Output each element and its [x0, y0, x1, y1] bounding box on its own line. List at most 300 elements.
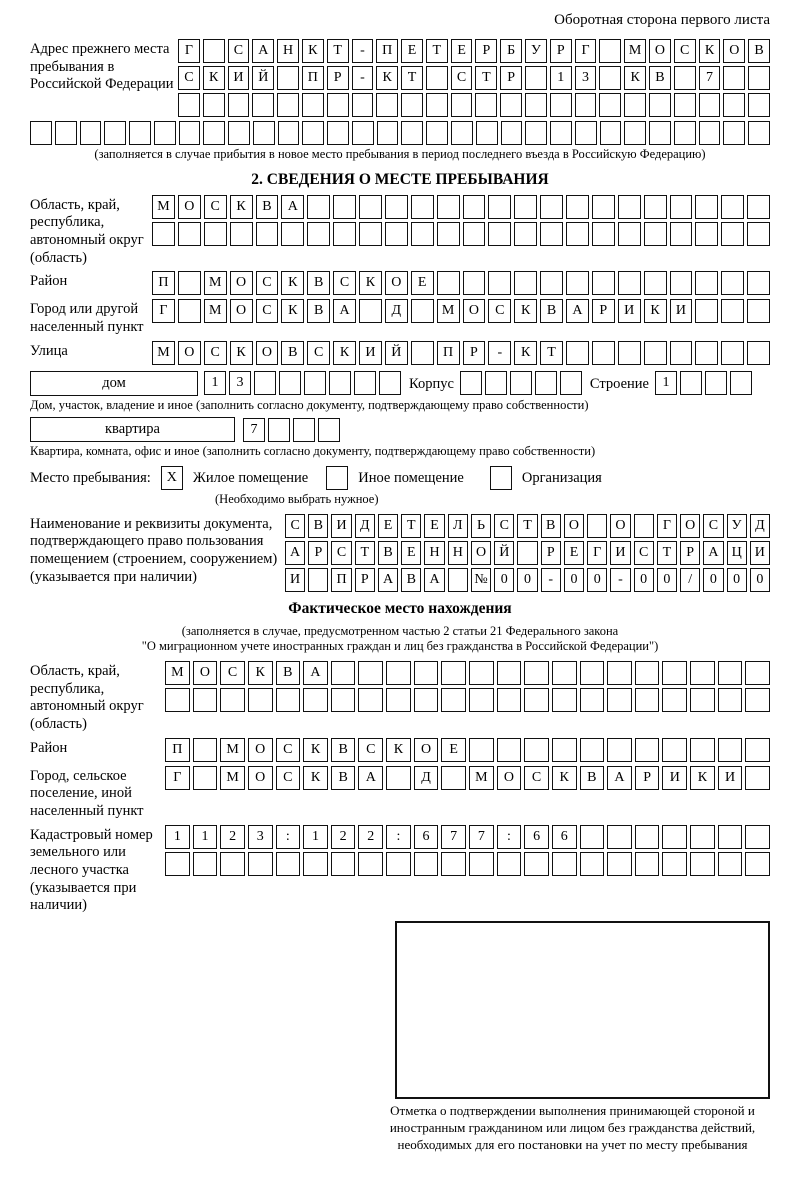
char-box[interactable] — [401, 93, 423, 117]
char-box[interactable] — [203, 121, 225, 145]
char-box[interactable] — [437, 195, 460, 219]
char-box[interactable] — [718, 825, 743, 849]
char-box[interactable] — [377, 121, 399, 145]
char-box[interactable] — [331, 688, 356, 712]
char-box[interactable] — [745, 738, 770, 762]
char-box[interactable]: 1 — [193, 825, 218, 849]
checkbox-organizaciya[interactable] — [490, 466, 512, 490]
char-box[interactable]: Н — [448, 541, 468, 565]
char-box[interactable] — [644, 222, 667, 246]
char-box[interactable] — [411, 195, 434, 219]
char-box[interactable]: А — [607, 766, 632, 790]
char-box[interactable] — [718, 661, 743, 685]
char-box[interactable] — [308, 568, 328, 592]
char-box[interactable]: / — [680, 568, 700, 592]
char-box[interactable]: П — [165, 738, 190, 762]
char-box[interactable]: К — [386, 738, 411, 762]
char-box[interactable] — [721, 222, 744, 246]
char-box[interactable] — [55, 121, 77, 145]
char-box[interactable] — [451, 121, 473, 145]
char-box[interactable] — [524, 688, 549, 712]
checkbox-inoe[interactable] — [326, 466, 348, 490]
char-box[interactable]: К — [281, 271, 304, 295]
char-box[interactable] — [451, 93, 473, 117]
char-box[interactable] — [304, 371, 326, 395]
char-box[interactable]: В — [580, 766, 605, 790]
char-box[interactable] — [723, 93, 745, 117]
char-box[interactable]: О — [178, 341, 201, 365]
char-box[interactable] — [411, 299, 434, 323]
char-box[interactable] — [662, 661, 687, 685]
char-box[interactable]: С — [285, 514, 305, 538]
char-box[interactable] — [674, 66, 696, 90]
char-box[interactable]: Р — [475, 39, 497, 63]
char-box[interactable] — [747, 271, 770, 295]
char-box[interactable]: С — [307, 341, 330, 365]
char-box[interactable]: Р — [308, 541, 328, 565]
char-box[interactable] — [748, 93, 770, 117]
char-box[interactable] — [268, 418, 290, 442]
char-box[interactable] — [252, 93, 274, 117]
char-box[interactable] — [152, 222, 175, 246]
char-box[interactable]: В — [331, 738, 356, 762]
char-box[interactable] — [514, 271, 537, 295]
char-box[interactable]: В — [281, 341, 304, 365]
char-box[interactable] — [497, 688, 522, 712]
char-box[interactable]: К — [624, 66, 646, 90]
char-box[interactable] — [699, 121, 721, 145]
char-box[interactable]: С — [276, 738, 301, 762]
char-box[interactable] — [745, 661, 770, 685]
char-box[interactable]: К — [514, 341, 537, 365]
char-box[interactable]: Е — [411, 271, 434, 295]
char-box[interactable]: С — [331, 541, 351, 565]
char-box[interactable] — [649, 93, 671, 117]
char-box[interactable] — [165, 688, 190, 712]
char-box[interactable]: 1 — [655, 371, 677, 395]
char-box[interactable] — [386, 661, 411, 685]
char-box[interactable] — [566, 271, 589, 295]
char-box[interactable]: 0 — [564, 568, 584, 592]
char-box[interactable]: 3 — [575, 66, 597, 90]
char-box[interactable]: 1 — [550, 66, 572, 90]
char-box[interactable]: И — [750, 541, 770, 565]
char-box[interactable] — [193, 738, 218, 762]
char-box[interactable] — [718, 738, 743, 762]
char-box[interactable]: 1 — [165, 825, 190, 849]
char-box[interactable] — [303, 688, 328, 712]
char-box[interactable] — [475, 93, 497, 117]
char-box[interactable]: С — [276, 766, 301, 790]
char-box[interactable]: К — [699, 39, 721, 63]
char-box[interactable] — [662, 738, 687, 762]
char-box[interactable] — [302, 121, 324, 145]
char-box[interactable] — [220, 688, 245, 712]
char-box[interactable]: У — [727, 514, 747, 538]
char-box[interactable] — [469, 852, 494, 876]
char-box[interactable]: Г — [575, 39, 597, 63]
char-box[interactable] — [624, 93, 646, 117]
char-box[interactable]: Б — [500, 39, 522, 63]
char-box[interactable] — [276, 852, 301, 876]
char-box[interactable]: С — [204, 341, 227, 365]
char-box[interactable]: М — [220, 766, 245, 790]
char-box[interactable]: Р — [550, 39, 572, 63]
char-box[interactable]: В — [307, 271, 330, 295]
char-box[interactable]: У — [525, 39, 547, 63]
char-box[interactable] — [670, 222, 693, 246]
checkbox-zhiloe[interactable]: X — [161, 466, 183, 490]
char-box[interactable]: А — [285, 541, 305, 565]
char-box[interactable] — [500, 93, 522, 117]
char-box[interactable]: 0 — [517, 568, 537, 592]
char-box[interactable] — [385, 195, 408, 219]
char-box[interactable] — [476, 121, 498, 145]
char-box[interactable]: Д — [414, 766, 439, 790]
char-box[interactable] — [745, 766, 770, 790]
char-box[interactable]: Р — [541, 541, 561, 565]
char-box[interactable]: О — [497, 766, 522, 790]
char-box[interactable] — [228, 93, 250, 117]
char-box[interactable] — [30, 121, 52, 145]
char-box[interactable]: С — [358, 738, 383, 762]
char-box[interactable] — [575, 93, 597, 117]
char-box[interactable] — [80, 121, 102, 145]
char-box[interactable]: М — [437, 299, 460, 323]
char-box[interactable] — [718, 852, 743, 876]
char-box[interactable]: О — [248, 766, 273, 790]
char-box[interactable] — [154, 121, 176, 145]
char-box[interactable]: И — [670, 299, 693, 323]
char-box[interactable] — [644, 195, 667, 219]
char-box[interactable]: Г — [178, 39, 200, 63]
char-box[interactable]: 0 — [657, 568, 677, 592]
char-box[interactable]: К — [248, 661, 273, 685]
char-box[interactable] — [580, 825, 605, 849]
char-box[interactable]: Т — [475, 66, 497, 90]
char-box[interactable] — [401, 121, 423, 145]
char-box[interactable] — [485, 371, 507, 395]
char-box[interactable] — [469, 661, 494, 685]
char-box[interactable]: И — [718, 766, 743, 790]
char-box[interactable]: М — [469, 766, 494, 790]
char-box[interactable] — [385, 222, 408, 246]
char-box[interactable]: 1 — [204, 371, 226, 395]
char-box[interactable]: А — [333, 299, 356, 323]
char-box[interactable] — [193, 766, 218, 790]
char-box[interactable] — [354, 371, 376, 395]
char-box[interactable] — [441, 766, 466, 790]
char-box[interactable]: О — [414, 738, 439, 762]
char-box[interactable]: - — [488, 341, 511, 365]
char-box[interactable] — [525, 66, 547, 90]
char-box[interactable] — [358, 661, 383, 685]
char-box[interactable] — [230, 222, 253, 246]
char-box[interactable] — [566, 341, 589, 365]
char-box[interactable]: 6 — [552, 825, 577, 849]
char-box[interactable] — [333, 222, 356, 246]
char-box[interactable]: 7 — [469, 825, 494, 849]
char-box[interactable]: А — [424, 568, 444, 592]
char-box[interactable] — [540, 222, 563, 246]
char-box[interactable]: И — [331, 514, 351, 538]
char-box[interactable]: М — [624, 39, 646, 63]
char-box[interactable] — [302, 93, 324, 117]
char-box[interactable]: С — [451, 66, 473, 90]
char-box[interactable]: Р — [463, 341, 486, 365]
char-box[interactable] — [644, 341, 667, 365]
char-box[interactable]: 7 — [243, 418, 265, 442]
char-box[interactable]: Е — [401, 39, 423, 63]
char-box[interactable] — [497, 661, 522, 685]
char-box[interactable]: И — [228, 66, 250, 90]
char-box[interactable]: Е — [441, 738, 466, 762]
char-box[interactable]: : — [276, 825, 301, 849]
char-box[interactable] — [414, 688, 439, 712]
char-box[interactable] — [386, 688, 411, 712]
char-box[interactable] — [618, 195, 641, 219]
char-box[interactable]: Й — [252, 66, 274, 90]
char-box[interactable] — [469, 688, 494, 712]
char-box[interactable]: В — [331, 766, 356, 790]
char-box[interactable] — [448, 568, 468, 592]
char-box[interactable] — [104, 121, 126, 145]
char-box[interactable] — [331, 852, 356, 876]
char-box[interactable]: - — [352, 66, 374, 90]
char-box[interactable]: О — [680, 514, 700, 538]
char-box[interactable]: 2 — [358, 825, 383, 849]
char-box[interactable]: 7 — [699, 66, 721, 90]
char-box[interactable]: О — [248, 738, 273, 762]
char-box[interactable]: М — [152, 195, 175, 219]
char-box[interactable]: В — [276, 661, 301, 685]
char-box[interactable]: Й — [385, 341, 408, 365]
char-box[interactable] — [635, 688, 660, 712]
char-box[interactable]: А — [566, 299, 589, 323]
char-box[interactable]: А — [252, 39, 274, 63]
char-box[interactable]: : — [497, 825, 522, 849]
char-box[interactable] — [352, 93, 374, 117]
char-box[interactable]: Д — [355, 514, 375, 538]
char-box[interactable] — [359, 195, 382, 219]
char-box[interactable] — [488, 195, 511, 219]
char-box[interactable]: М — [152, 341, 175, 365]
char-box[interactable]: 0 — [494, 568, 514, 592]
char-box[interactable] — [220, 852, 245, 876]
char-box[interactable] — [723, 121, 745, 145]
char-box[interactable] — [497, 852, 522, 876]
char-box[interactable] — [193, 688, 218, 712]
char-box[interactable] — [695, 195, 718, 219]
char-box[interactable] — [441, 661, 466, 685]
char-box[interactable]: - — [541, 568, 561, 592]
char-box[interactable] — [592, 271, 615, 295]
char-box[interactable] — [718, 688, 743, 712]
house-type-box[interactable]: дом — [30, 371, 198, 396]
char-box[interactable] — [278, 121, 300, 145]
char-box[interactable]: Ь — [471, 514, 491, 538]
char-box[interactable] — [690, 852, 715, 876]
char-box[interactable]: К — [303, 766, 328, 790]
char-box[interactable]: С — [494, 514, 514, 538]
char-box[interactable] — [721, 195, 744, 219]
char-box[interactable] — [618, 271, 641, 295]
char-box[interactable] — [695, 299, 718, 323]
char-box[interactable]: К — [230, 195, 253, 219]
char-box[interactable] — [662, 852, 687, 876]
char-box[interactable] — [303, 852, 328, 876]
char-box[interactable]: К — [333, 341, 356, 365]
char-box[interactable] — [566, 222, 589, 246]
char-box[interactable] — [248, 852, 273, 876]
char-box[interactable] — [426, 93, 448, 117]
char-box[interactable] — [607, 825, 632, 849]
char-box[interactable]: О — [230, 299, 253, 323]
char-box[interactable] — [618, 341, 641, 365]
char-box[interactable] — [540, 271, 563, 295]
char-box[interactable] — [566, 195, 589, 219]
char-box[interactable] — [695, 271, 718, 295]
char-box[interactable]: Й — [494, 541, 514, 565]
char-box[interactable] — [550, 93, 572, 117]
char-box[interactable] — [460, 371, 482, 395]
char-box[interactable] — [376, 93, 398, 117]
char-box[interactable] — [358, 688, 383, 712]
char-box[interactable]: 6 — [414, 825, 439, 849]
char-box[interactable] — [607, 661, 632, 685]
char-box[interactable] — [635, 852, 660, 876]
char-box[interactable] — [276, 688, 301, 712]
char-box[interactable] — [469, 738, 494, 762]
char-box[interactable] — [497, 738, 522, 762]
char-box[interactable]: 2 — [331, 825, 356, 849]
char-box[interactable]: 0 — [587, 568, 607, 592]
char-box[interactable]: 0 — [634, 568, 654, 592]
char-box[interactable] — [747, 341, 770, 365]
char-box[interactable]: М — [204, 299, 227, 323]
char-box[interactable]: В — [748, 39, 770, 63]
char-box[interactable] — [129, 121, 151, 145]
char-box[interactable] — [318, 418, 340, 442]
char-box[interactable]: К — [303, 738, 328, 762]
char-box[interactable]: С — [256, 271, 279, 295]
char-box[interactable] — [514, 222, 537, 246]
char-box[interactable] — [307, 195, 330, 219]
char-box[interactable]: О — [256, 341, 279, 365]
char-box[interactable]: А — [378, 568, 398, 592]
char-box[interactable]: О — [723, 39, 745, 63]
char-box[interactable] — [414, 852, 439, 876]
char-box[interactable] — [463, 271, 486, 295]
char-box[interactable]: К — [281, 299, 304, 323]
char-box[interactable]: С — [220, 661, 245, 685]
char-box[interactable]: С — [178, 66, 200, 90]
char-box[interactable]: О — [178, 195, 201, 219]
char-box[interactable] — [524, 661, 549, 685]
char-box[interactable]: О — [471, 541, 491, 565]
char-box[interactable]: К — [514, 299, 537, 323]
char-box[interactable]: 3 — [248, 825, 273, 849]
char-box[interactable]: В — [308, 514, 328, 538]
char-box[interactable] — [165, 852, 190, 876]
char-box[interactable] — [359, 299, 382, 323]
char-box[interactable] — [386, 766, 411, 790]
char-box[interactable]: В — [541, 514, 561, 538]
char-box[interactable]: М — [220, 738, 245, 762]
char-box[interactable] — [580, 852, 605, 876]
char-box[interactable] — [670, 195, 693, 219]
char-box[interactable]: О — [649, 39, 671, 63]
char-box[interactable] — [525, 121, 547, 145]
char-box[interactable] — [592, 341, 615, 365]
char-box[interactable]: А — [281, 195, 304, 219]
char-box[interactable] — [327, 93, 349, 117]
char-box[interactable] — [550, 121, 572, 145]
char-box[interactable] — [331, 661, 356, 685]
char-box[interactable] — [248, 688, 273, 712]
char-box[interactable] — [575, 121, 597, 145]
char-box[interactable]: Т — [517, 514, 537, 538]
char-box[interactable] — [279, 371, 301, 395]
char-box[interactable] — [307, 222, 330, 246]
char-box[interactable]: Т — [426, 39, 448, 63]
char-box[interactable]: С — [634, 541, 654, 565]
char-box[interactable] — [747, 195, 770, 219]
char-box[interactable]: О — [193, 661, 218, 685]
char-box[interactable]: 6 — [524, 825, 549, 849]
char-box[interactable] — [488, 271, 511, 295]
char-box[interactable] — [193, 852, 218, 876]
char-box[interactable] — [501, 121, 523, 145]
char-box[interactable]: В — [540, 299, 563, 323]
char-box[interactable] — [634, 514, 654, 538]
char-box[interactable]: С — [333, 271, 356, 295]
char-box[interactable] — [730, 371, 752, 395]
char-box[interactable]: П — [331, 568, 351, 592]
char-box[interactable]: : — [386, 825, 411, 849]
char-box[interactable] — [607, 738, 632, 762]
char-box[interactable]: А — [303, 661, 328, 685]
char-box[interactable]: Е — [564, 541, 584, 565]
char-box[interactable] — [635, 825, 660, 849]
char-box[interactable]: С — [674, 39, 696, 63]
char-box[interactable] — [178, 222, 201, 246]
char-box[interactable]: С — [256, 299, 279, 323]
char-box[interactable] — [552, 738, 577, 762]
char-box[interactable] — [592, 195, 615, 219]
char-box[interactable]: Н — [277, 39, 299, 63]
char-box[interactable]: К — [359, 271, 382, 295]
char-box[interactable]: О — [230, 271, 253, 295]
char-box[interactable]: Т — [401, 514, 421, 538]
char-box[interactable] — [690, 738, 715, 762]
char-box[interactable] — [203, 93, 225, 117]
char-box[interactable] — [329, 371, 351, 395]
char-box[interactable]: Р — [635, 766, 660, 790]
char-box[interactable] — [649, 121, 671, 145]
char-box[interactable]: С — [488, 299, 511, 323]
char-box[interactable] — [510, 371, 532, 395]
char-box[interactable] — [580, 661, 605, 685]
char-box[interactable] — [228, 121, 250, 145]
char-box[interactable] — [690, 688, 715, 712]
char-box[interactable] — [517, 541, 537, 565]
char-box[interactable]: Е — [378, 514, 398, 538]
char-box[interactable] — [327, 121, 349, 145]
char-box[interactable] — [680, 371, 702, 395]
char-box[interactable] — [333, 195, 356, 219]
char-box[interactable] — [690, 825, 715, 849]
